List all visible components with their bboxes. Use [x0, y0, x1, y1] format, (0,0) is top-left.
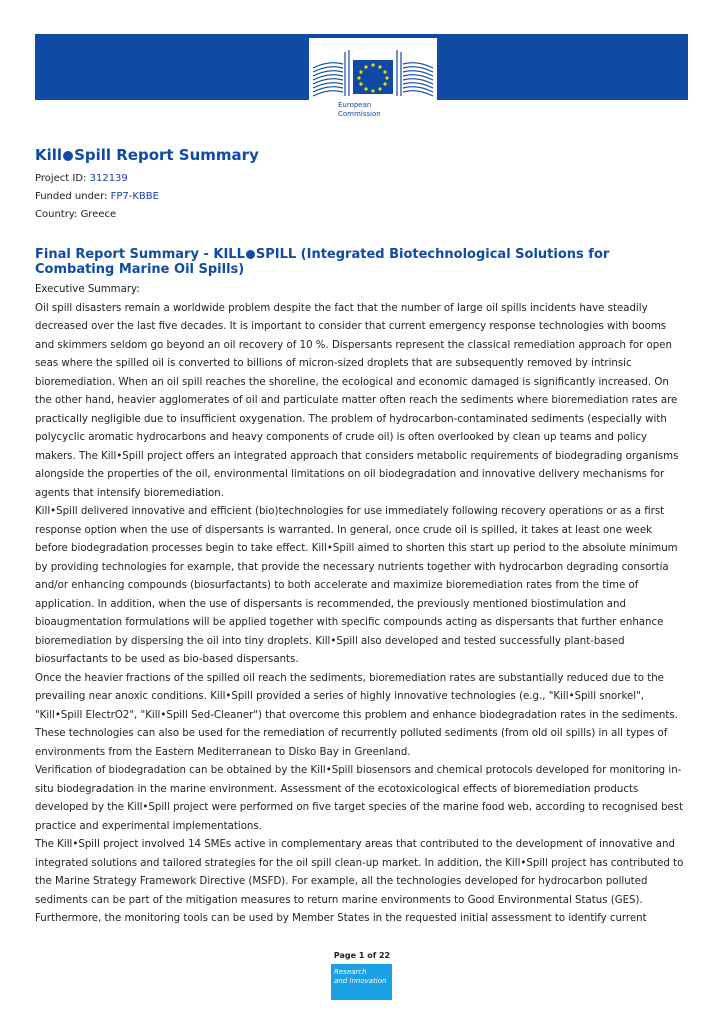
section-title-part: SPILL (Integrated Biotechnological Solutions for Combating Marine Oil Spills) — [35, 247, 610, 277]
logo-caption-line: Commission — [338, 109, 381, 118]
page-title — [35, 146, 259, 164]
body-paragraph: The Kill•Spill project involved 14 SMEs active in complementary areas that contributed to the development of innovative and integrated solutions and tailored strategies for the oil spill clean-up market. In addition, the Kill•Spill project has contributed to the Marine Strategy Framework Directive (MSFD). For example, all the technologies developed for hydrocarbon polluted sediments can be part of the mitigation measures to return marine environments to Good Environmental Status (GES). Furthermore, the monitoring tools can be used by Member States in the requested initial assessment to identify current — [35, 839, 684, 924]
project-id-label: Project ID: — [35, 173, 87, 184]
project-id-row — [35, 172, 128, 186]
badge-line: and Innovation — [334, 976, 387, 985]
report-body — [35, 281, 687, 929]
title-part: Spill Report Summary — [74, 146, 259, 164]
body-paragraph: Oil spill disasters remain a worldwide problem despite the fact that the number of large oil spills incidents have steadily decreased over the last five decades. It is important to consider that current emergency response technologies with booms and skimmers seldom go beyond an oil recovery of 10 %. Dispersants represent the classical remediation approach for open seas where the spilled oil is converted to billions of micron-sized droplets that are subsequently removed by intrinsic bioremediation. When an oil spill reaches the shoreline, the ecological and economic damaged is significantly increased. On the other hand, heavier agglomerates of oil and particulate matter often reach the sediments where bioremediation rates are practically negligible due to insufficient oxygenation. The problem of hydrocarbon-contaminated sediments (especially with polycyclic aromatic hydrocarbons and heavy components of crude oil) is often overlooked by clean up teams and policy makers. The Kill•Spill project offers an integrated approach that considers metabolic requirements of biodegrading organisms alongside the properties of the oil, environmental limitations on oil biodegradation and innovative delivery mechanisms for agents that intensify bioremediation. — [35, 302, 679, 499]
body-paragraph: Once the heavier fractions of the spilled oil reach the sediments, bioremediation rates are substantially reduced due to the prevailing near anoxic conditions. Kill•Spill provided a series of highly innovative technologies (e.g., "Kill•Spill snorkel", "Kill•Spill ElectrO2", "Kill•Spill Sed-Cleaner") that overcome this problem and enhance biodegradation rates in the sediments. These technologies can also be used for the remediation of recurrently polluted sediments (from old oil spills) in all types of environments from the Eastern Mediterranean to Disko Bay in Greenland. — [35, 672, 678, 758]
body-paragraph: Verification of biodegradation can be obtained by the Kill•Spill biosensors and chemical protocols developed for monitoring in-situ biodegradation in the marine environment. Assessment of the ecotoxicological effects of bioremediation products developed by the Kill•Spill project were performed on five target species of the marine food web, according to recognised best practice and experimental implementations. — [35, 765, 683, 832]
country-value: Greece — [80, 209, 117, 220]
badge-line: Research — [334, 968, 367, 976]
section-title — [35, 247, 655, 277]
section-title-part: Final Report Summary - KILL — [35, 247, 245, 262]
project-id-link[interactable]: 312139 — [89, 173, 128, 184]
dot-icon — [246, 250, 255, 259]
country-row — [35, 208, 116, 222]
body-heading: Executive Summary: — [35, 284, 140, 295]
logo-caption-line: European — [338, 101, 372, 109]
body-paragraph: Kill•Spill delivered innovative and efficient (bio)technologies for use immediately following recovery operations or as a first response option when the use of dispersants is warranted. In general, once crude oil is spilled, it takes at least one week before biodegradation processes begin to take effect. Kill•Spill aimed to shorten this start up period to the absolute minimum by providing technologies for example, that provide the necessary nutrients together with hydrocarbon degrading consortia and/or enhancing compounds (biosurfactants) to both accelerate and maximize bioremediation rates from the time of application. In addition, when the use of dispersants is recommended, the previously mentioned biostimulation and bioaugmentation formulations will be applied together with specific compounds acting as dispersants that further enhance bioremediation by dispersing the oil into tiny droplets. Kill•Spill also developed and tested successfully plant-based biosurfactants to be used as bio-based dispersants. — [35, 506, 678, 665]
page-number: Page 1 of 22 — [333, 951, 391, 960]
research-innovation-badge — [331, 964, 392, 1000]
funded-under-link[interactable]: FP7-KBBE — [110, 191, 159, 202]
funded-under-label: Funded under: — [35, 191, 108, 202]
funded-under-row — [35, 190, 159, 204]
country-label: Country: — [35, 209, 78, 220]
title-part: Kill — [35, 146, 63, 164]
logo-caption — [338, 101, 381, 118]
dot-icon — [63, 151, 73, 161]
